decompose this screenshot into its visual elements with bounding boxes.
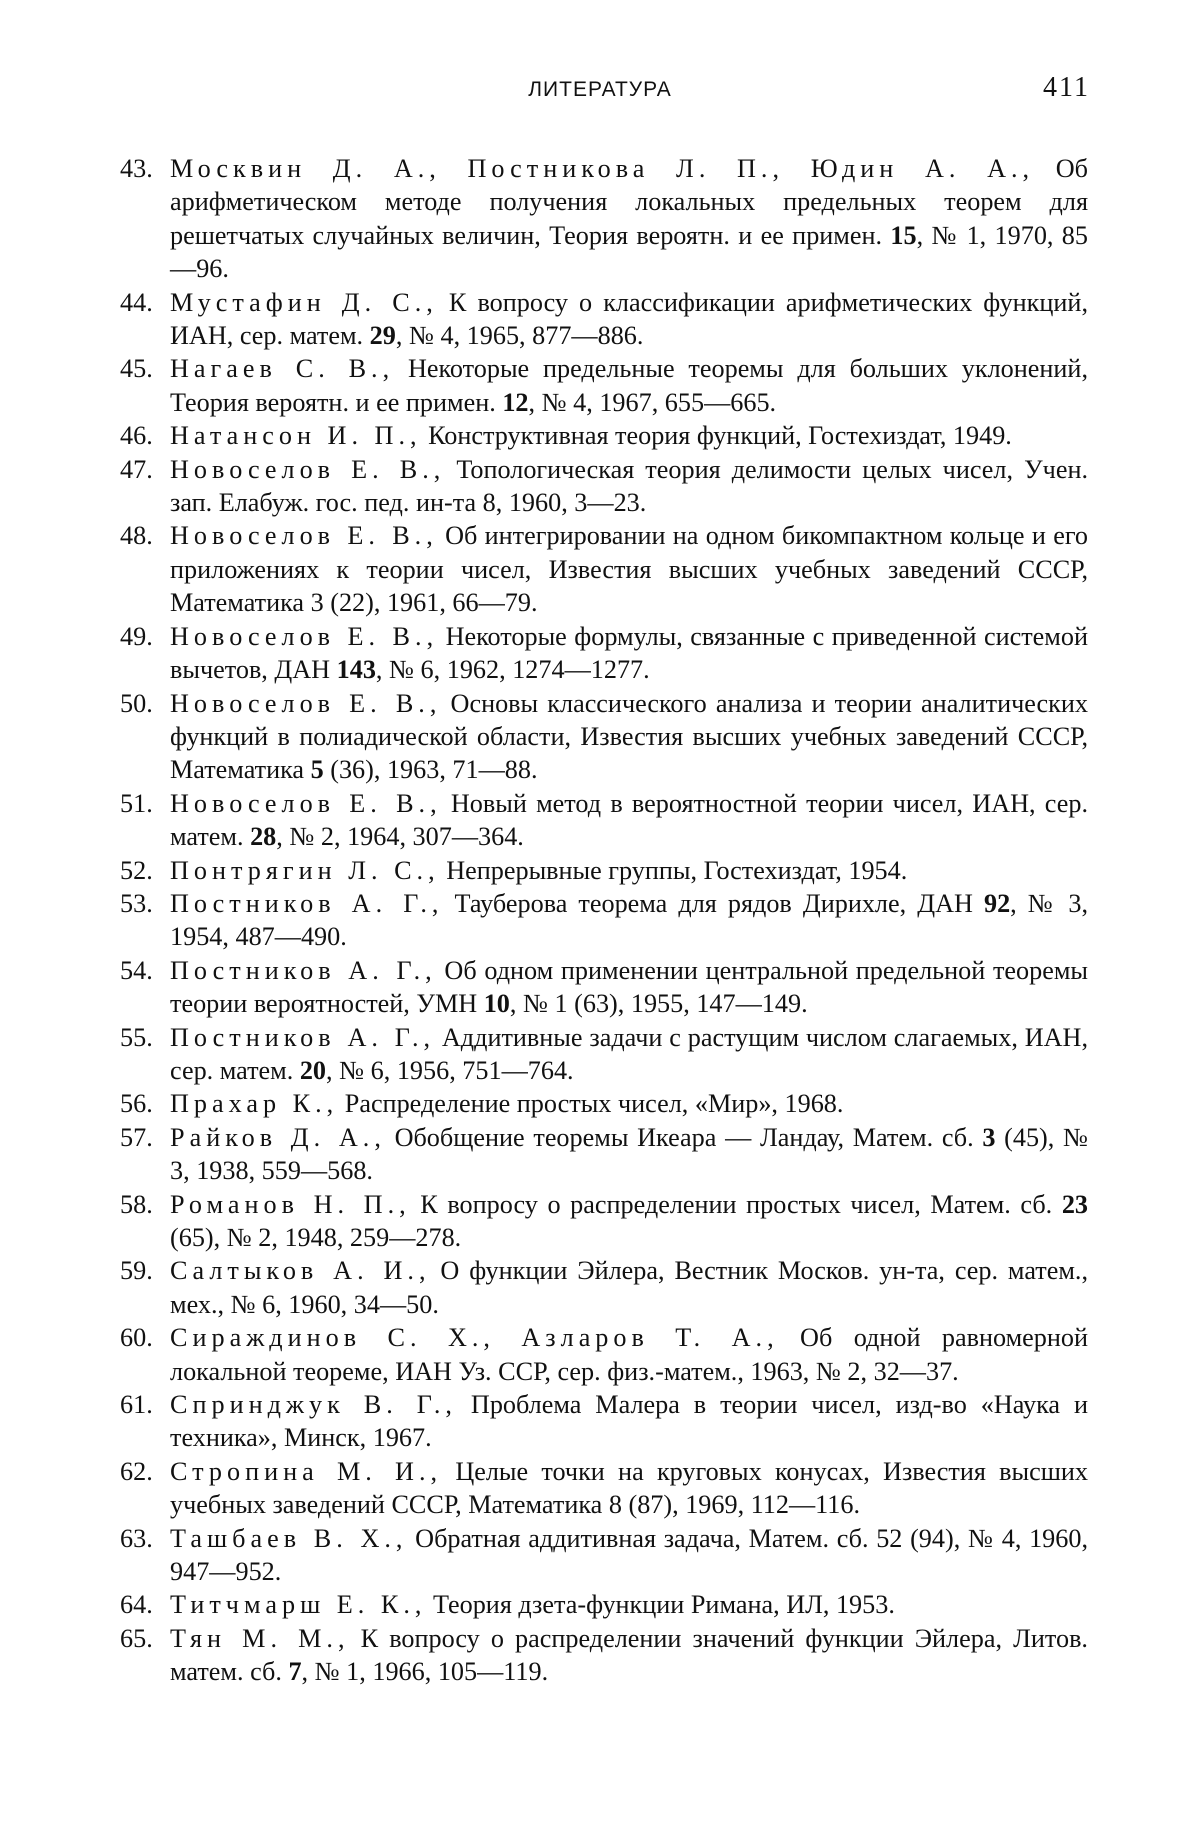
reference-entry	[120, 1087, 1088, 1120]
reference-entry	[120, 1522, 1088, 1589]
reference-number: 51.	[120, 788, 153, 818]
reference-number: 53.	[120, 888, 153, 918]
reference-text: (36), 1963, 71—88.	[323, 755, 538, 785]
reference-authors: Новоселов Е. В.,	[170, 788, 442, 818]
reference-volume: 20	[299, 1055, 327, 1085]
reference-volume: 92	[983, 888, 1011, 918]
reference-entry	[120, 1388, 1088, 1455]
reference-text: , № 6, 1962, 1274—1277.	[375, 655, 650, 685]
reference-entry	[120, 1021, 1088, 1088]
reference-text: , № 1, 1970, 85—96.	[170, 220, 1088, 284]
reference-text: Об интегрировании на одном бикомпактном кольце и его приложениях к теории чисел, Известия высших учебных заведений СССР, Математика 3 (22), 1961, 66—79.	[170, 521, 1089, 618]
reference-text: Новый метод в вероятностной теории чисел, ИАН, сер. матем.	[170, 788, 1089, 852]
reference-text: Некоторые формулы, связанные с приведенной системой вычетов, ДАН	[170, 621, 1088, 685]
reference-authors: Новоселов Е. В.,	[170, 688, 442, 718]
reference-number: 61.	[120, 1390, 153, 1420]
reference-entry	[120, 1188, 1088, 1255]
reference-number: 60.	[120, 1323, 153, 1353]
running-title: ЛИТЕРАТУРА	[528, 78, 672, 101]
reference-authors: Ташбаев В. Х.,	[170, 1523, 408, 1553]
reference-volume: 23	[1061, 1189, 1088, 1219]
reference-text: Целые точки на круговых конусах, Известия высших учебных заведений СССР, Математика 8 (87), 1969, 112—116.	[170, 1456, 1089, 1520]
reference-entry	[120, 854, 1088, 887]
reference-number: 45.	[120, 354, 153, 384]
reference-number: 59.	[120, 1256, 153, 1286]
reference-authors: Сираждинов С. Х., Азларов Т. А.,	[170, 1323, 779, 1353]
reference-text: К вопросу о распределении простых чисел, Матем. сб.	[410, 1189, 1062, 1219]
reference-authors: Понтрягин Л. С.,	[170, 855, 440, 885]
reference-number: 65.	[120, 1623, 153, 1653]
reference-list	[120, 152, 1089, 1689]
reference-volume: 12	[502, 387, 529, 417]
reference-entry	[120, 954, 1088, 1021]
reference-number: 44.	[120, 287, 153, 317]
reference-number: 62.	[120, 1456, 153, 1486]
reference-number: 64.	[120, 1590, 153, 1620]
reference-text: Конструктивная теория функций, Гостехиздат, 1949.	[421, 421, 1012, 451]
reference-text: , № 6, 1956, 751—764.	[326, 1055, 574, 1085]
reference-text: Топологическая теория делимости целых чисел, Учен. зап. Елабуж. гос. пед. ин-та 8, 1960, 3—23.	[170, 454, 1089, 518]
reference-entry	[120, 519, 1089, 619]
reference-volume: 28	[250, 822, 277, 852]
reference-volume: 5	[310, 755, 324, 785]
reference-entry	[120, 787, 1089, 854]
reference-text: Проблема Малера в теории чисел, изд-во «Наука и техника», Минск, 1967.	[170, 1390, 1088, 1453]
reference-text: Обобщение теоремы Икеара — Ландау, Матем. сб.	[385, 1122, 983, 1152]
reference-authors: Натансон И. П.,	[170, 421, 422, 451]
reference-entry	[120, 687, 1088, 787]
reference-text: Тауберова теорема для рядов Дирихле, ДАН	[443, 888, 984, 918]
reference-authors: Прахар К.,	[170, 1089, 339, 1119]
reference-volume: 10	[483, 989, 510, 1019]
reference-text: Об одной равномерной локальной теореме, ИАН Уз. ССР, сер. физ.-матем., 1963, № 2, 32—37.	[170, 1323, 1088, 1386]
reference-text: Об арифметическом методе получения локальных предельных теорем для решетчатых случайных величин, Теория вероятн. и ее примен.	[170, 154, 1088, 250]
reference-number: 46.	[120, 421, 153, 451]
page-header	[0, 72, 1200, 112]
reference-entry	[120, 286, 1088, 353]
reference-text: Аддитивные задачи с растущим числом слагаемых, ИАН, сер. матем.	[170, 1022, 1088, 1085]
reference-volume: 143	[336, 655, 376, 685]
reference-number: 58.	[120, 1189, 153, 1219]
reference-number: 55.	[120, 1022, 153, 1052]
reference-text: (45), № 3, 1938, 559—568.	[170, 1122, 1088, 1186]
reference-authors: Спринджук В. Г.,	[170, 1390, 457, 1420]
reference-text: , № 1, 1966, 105—119.	[301, 1657, 549, 1687]
reference-volume: 3	[982, 1122, 996, 1152]
reference-text: Основы классического анализа и теории аналитических функций в полиадической области, Известия высших учебных заведений СССР, Математика	[170, 688, 1088, 785]
reference-entry	[120, 1254, 1088, 1321]
reference-authors: Новоселов Е. В.,	[170, 454, 446, 484]
reference-authors: Новоселов Е. В.,	[170, 621, 439, 651]
reference-authors: Нагаев С. В.,	[170, 354, 395, 384]
reference-number: 52.	[120, 855, 153, 885]
reference-text: О функции Эйлера, Вестник Москов. ун-та, сер. матем., мех., № 6, 1960, 34—50.	[170, 1256, 1088, 1319]
reference-text: , № 2, 1964, 307—364.	[276, 822, 524, 852]
reference-authors: Райков Д. А.,	[170, 1122, 386, 1152]
reference-text: (65), № 2, 1948, 259—278.	[170, 1223, 462, 1252]
reference-number: 43.	[120, 154, 153, 183]
reference-text: Некоторые предельные теоремы для больших уклонений, Теория вероятн. и ее примен.	[170, 354, 1088, 417]
reference-volume: 7	[288, 1657, 302, 1687]
reference-authors: Мустафин Д. С.,	[170, 287, 438, 317]
reference-authors: Титчмарш Е. К.,	[170, 1590, 427, 1620]
reference-text: , № 3, 1954, 487—490.	[170, 888, 1088, 952]
reference-entry	[120, 1588, 1088, 1621]
reference-number: 49.	[120, 621, 153, 651]
reference-number: 54.	[120, 955, 153, 985]
reference-entry	[120, 152, 1088, 286]
reference-number: 50.	[120, 688, 153, 718]
reference-entry	[120, 352, 1088, 419]
reference-entry	[120, 1622, 1088, 1689]
reference-number: 48.	[120, 521, 153, 551]
reference-number: 57.	[120, 1122, 153, 1152]
reference-authors: Романов Н. П.,	[170, 1189, 411, 1219]
reference-text: , № 1 (63), 1955, 147—149.	[509, 989, 808, 1019]
reference-authors: Постников А. Г.,	[170, 955, 437, 985]
reference-text: , № 4, 1965, 877—886.	[395, 321, 644, 351]
reference-text: К вопросу о классификации арифметических функций, ИАН, сер. матем.	[170, 287, 1088, 351]
reference-number: 63.	[120, 1523, 153, 1553]
reference-entry	[120, 1121, 1088, 1188]
reference-authors: Постников А. Г.,	[170, 888, 444, 918]
reference-authors: Постников А. Г.,	[170, 1022, 436, 1052]
reference-text: Обратная аддитивная задача, Матем. сб. 52 (94), № 4, 1960, 947—952.	[170, 1523, 1088, 1587]
reference-entry	[120, 453, 1089, 520]
reference-text: К вопросу о распределении значений функции Эйлера, Литов. матем. сб.	[170, 1623, 1088, 1687]
reference-number: 47.	[120, 454, 153, 484]
reference-text: Теория дзета-функции Римана, ИЛ, 1953.	[426, 1590, 895, 1620]
reference-entry	[120, 419, 1088, 452]
reference-authors: Салтыков А. И.,	[170, 1256, 431, 1286]
reference-text: Об одном применении центральной предельной теоремы теории вероятностей, УМН	[170, 955, 1088, 1019]
reference-volume: 29	[369, 321, 396, 351]
reference-text: Непрерывные группы, Гостехиздат, 1954.	[439, 855, 908, 885]
reference-entry	[120, 887, 1088, 954]
reference-entry	[120, 1321, 1088, 1388]
page-number: 411	[1043, 72, 1090, 103]
reference-entry	[120, 620, 1088, 687]
reference-entry	[120, 1455, 1089, 1522]
reference-text: Распределение простых чисел, «Мир», 1968.	[338, 1089, 844, 1119]
reference-authors: Тян М. М.,	[170, 1623, 350, 1653]
reference-authors: Стропина М. И.,	[170, 1456, 443, 1486]
reference-number: 56.	[120, 1089, 153, 1119]
reference-text: , № 4, 1967, 655—665.	[528, 387, 777, 417]
reference-volume: 15	[890, 220, 917, 250]
reference-authors: Новоселов Е. В.,	[170, 521, 438, 551]
reference-authors: Москвин Д. А., Постникова Л. П., Юдин А. А.,	[170, 154, 1035, 183]
